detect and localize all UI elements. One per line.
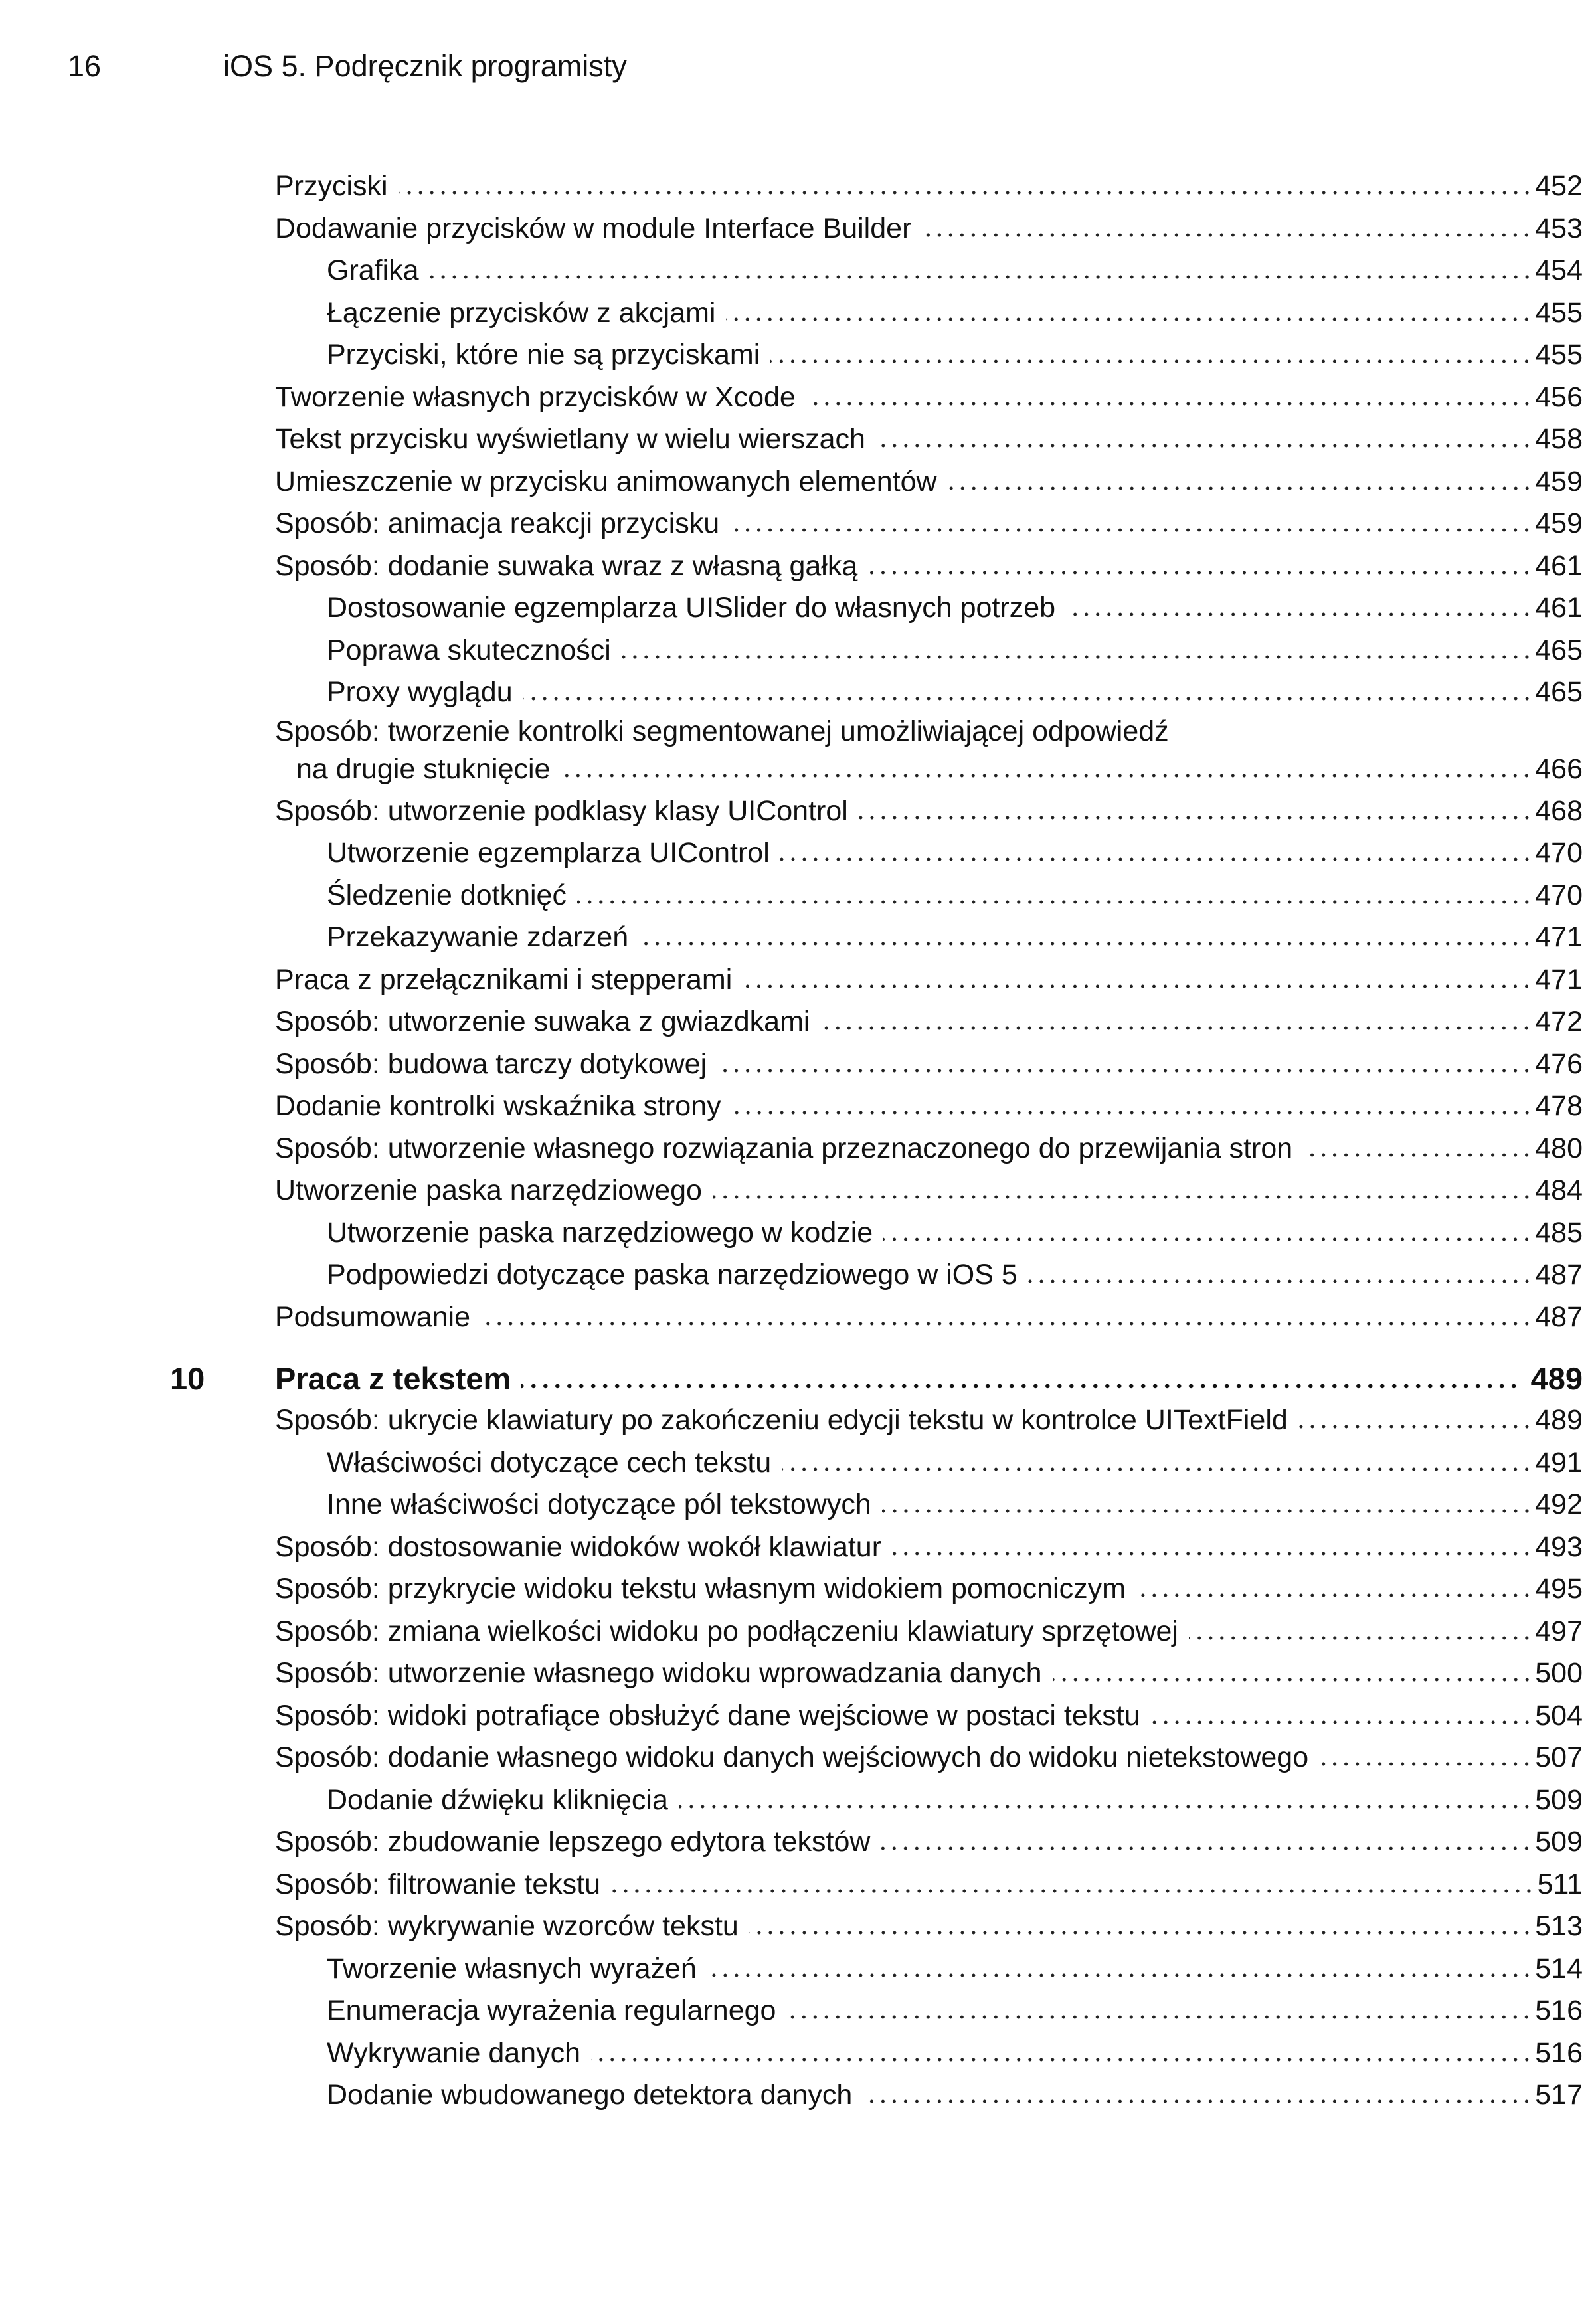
toc-entry-page: 509 (1535, 1826, 1583, 1858)
toc-entry-page: 509 (1535, 1783, 1583, 1816)
toc-entry-title: Sposób: utworzenie suwaka z gwiazdkami (275, 1006, 810, 1037)
toc-entry-page: 484 (1535, 1174, 1583, 1206)
toc-entry[interactable] (0, 2032, 1596, 2075)
toc-entry-title-line-1: Sposób: tworzenie kontrolki segmentowanej umożliwiającej odpowiedź (275, 715, 1169, 747)
dot-leader (577, 900, 1532, 904)
toc-entry[interactable] (0, 959, 1596, 1002)
dot-leader (1303, 1153, 1532, 1157)
dot-leader (622, 655, 1532, 659)
toc-entry[interactable] (0, 1864, 1596, 1906)
dot-leader (863, 2099, 1532, 2103)
toc-entry-title: Łączenie przycisków z akcjami (327, 296, 716, 329)
chapter-number: 10 (170, 1361, 205, 1396)
toc-entry-page: 456 (1535, 381, 1583, 413)
table-of-contents (0, 165, 1596, 2117)
toc-entry-page: 478 (1535, 1090, 1583, 1122)
toc-entry-page: 461 (1535, 592, 1583, 624)
toc-entry-title: Poprawa skuteczności (327, 634, 611, 666)
toc-entry-page: 452 (1535, 170, 1583, 202)
dot-leader (1028, 1279, 1533, 1283)
toc-section-continued (0, 165, 1596, 714)
dot-leader (523, 697, 1533, 701)
dot-leader (786, 2015, 1532, 2019)
dot-leader (707, 1973, 1532, 1977)
toc-entry[interactable] (0, 1948, 1596, 1991)
toc-entry[interactable] (0, 461, 1596, 503)
toc-entry-title: Dodanie wbudowanego detektora danych (327, 2079, 853, 2111)
dot-leader (806, 402, 1532, 406)
toc-entry-title: Grafika (327, 254, 419, 286)
toc-entry-page: 489 (1535, 1404, 1583, 1436)
toc-entry-page: 471 (1535, 963, 1583, 996)
toc-entry-title: Enumeracja wyrażenia regularnego (327, 1995, 776, 2026)
toc-entry-title: Sposób: widoki potrafiące obsłużyć dane wejściowe w postaci tekstu (275, 1699, 1140, 1732)
chapter-spacer (0, 1338, 1596, 1358)
toc-entry-title: Śledzenie dotknięć (327, 879, 567, 911)
toc-entry-page: 516 (1535, 2036, 1583, 2069)
toc-entry[interactable] (0, 1484, 1596, 1526)
toc-entry-page: 491 (1535, 1446, 1583, 1478)
toc-entry-page: 455 (1535, 339, 1583, 371)
chapter-page: 489 (1530, 1361, 1583, 1396)
toc-entry[interactable] (0, 334, 1596, 377)
toc-entry[interactable] (0, 2074, 1596, 2117)
dot-leader (726, 317, 1532, 321)
chapter-title: Praca z tekstem (275, 1361, 511, 1396)
dot-leader (1136, 1593, 1532, 1597)
dot-leader (399, 191, 1533, 195)
toc-entry-page: 476 (1535, 1047, 1583, 1080)
toc-entry-page: 466 (1535, 753, 1583, 785)
toc-entry[interactable] (0, 545, 1596, 588)
toc-entry-title: Tekst przycisku wyświetlany w wielu wierszach (275, 423, 865, 455)
toc-entry-title: Dodawanie przycisków w module Interface Builder (275, 212, 912, 244)
toc-entry-title: Przekazywanie zdarzeń (327, 921, 629, 953)
toc-entry-page: 459 (1535, 465, 1583, 497)
toc-chapter-heading[interactable] (0, 1358, 1596, 1399)
toc-entry-title: Sposób: budowa tarczy dotykowej (275, 1047, 707, 1080)
toc-entry[interactable] (0, 250, 1596, 292)
toc-entry-page: 511 (1537, 1868, 1583, 1900)
dot-leader (922, 233, 1532, 237)
toc-entry-page: 514 (1535, 1952, 1583, 1985)
toc-entry[interactable] (0, 377, 1596, 419)
dot-leader (820, 1026, 1532, 1030)
toc-entry-page: 513 (1535, 1910, 1583, 1942)
toc-entry[interactable] (0, 630, 1596, 672)
dot-leader (481, 1322, 1532, 1326)
toc-entry-page: 472 (1535, 1006, 1583, 1037)
toc-entry-title: Praca z przełącznikami i stepperami (275, 963, 733, 996)
toc-entry[interactable] (0, 1296, 1596, 1339)
dot-leader (883, 1237, 1532, 1241)
toc-entry[interactable] (0, 292, 1596, 335)
toc-entry-title: Sposób: przykrycie widoku tekstu własnym widokiem pomocniczym (275, 1573, 1126, 1605)
toc-entry-title: Sposób: utworzenie własnego rozwiązania przeznaczonego do przewijania stron (275, 1132, 1293, 1164)
dot-leader (679, 1805, 1532, 1809)
toc-entry[interactable] (0, 1001, 1596, 1043)
page-header (0, 48, 1596, 85)
toc-section-continued-2 (0, 790, 1596, 1339)
toc-entry-title: Inne właściwości dotyczące pól tekstowych (327, 1488, 871, 1520)
dot-leader (732, 1111, 1533, 1115)
toc-entry-page: 465 (1535, 634, 1583, 666)
dot-leader (1319, 1762, 1532, 1766)
dot-leader (948, 486, 1533, 490)
toc-entry-page: 471 (1535, 921, 1583, 953)
toc-entry-title: Sposób: dostosowanie widoków wokół klawiatur (275, 1530, 882, 1563)
toc-entry[interactable] (0, 1906, 1596, 1948)
toc-entry-page: 459 (1535, 507, 1583, 539)
dot-leader (881, 1846, 1532, 1850)
dot-leader (430, 275, 1533, 279)
toc-entry-title: Podsumowanie (275, 1300, 471, 1333)
toc-entry-title: Utworzenie paska narzędziowego w kodzie (327, 1216, 873, 1249)
toc-entry-title: Przyciski (275, 170, 388, 202)
toc-entry-page: 485 (1535, 1216, 1583, 1249)
toc-entry-page: 516 (1535, 1995, 1583, 2026)
toc-entry[interactable] (0, 503, 1596, 545)
toc-entry[interactable] (0, 208, 1596, 250)
toc-entry-title: Tworzenie własnych wyrażeń (327, 1952, 697, 1985)
dot-leader (561, 774, 1532, 778)
dot-leader (859, 816, 1532, 820)
page-number: 16 (68, 49, 102, 83)
dot-leader (1066, 612, 1532, 616)
toc-entry-title-line-2: na drugie stuknięcie (296, 753, 551, 785)
dot-leader (743, 984, 1532, 988)
dot-leader (713, 1195, 1532, 1199)
toc-entry-page: 497 (1535, 1615, 1583, 1647)
toc-entry-title: Dodanie dźwięku kliknięcia (327, 1783, 668, 1816)
dot-leader (780, 857, 1532, 861)
toc-entry-page: 470 (1535, 879, 1583, 911)
toc-entry[interactable] (0, 1821, 1596, 1864)
toc-entry-title: Podpowiedzi dotyczące paska narzędziowego w iOS 5 (327, 1259, 1018, 1291)
dot-leader (892, 1552, 1532, 1556)
toc-entry-title: Umieszczenie w przycisku animowanych elementów (275, 465, 937, 497)
dot-leader (717, 1069, 1532, 1073)
toc-entry-page: 480 (1535, 1132, 1583, 1164)
toc-entry[interactable] (0, 418, 1596, 461)
dot-leader (868, 571, 1532, 575)
toc-entry[interactable] (0, 1128, 1596, 1170)
toc-entry-title: Wykrywanie danych (327, 2036, 580, 2069)
dot-leader (1151, 1720, 1533, 1724)
toc-entry[interactable] (0, 1170, 1596, 1212)
toc-entry[interactable] (0, 1212, 1596, 1255)
dot-leader (882, 1509, 1532, 1513)
dot-leader (1298, 1425, 1532, 1429)
toc-entry[interactable] (0, 1737, 1596, 1779)
toc-entry[interactable] (0, 1652, 1596, 1695)
toc-entry[interactable] (0, 165, 1596, 208)
toc-entry[interactable] (0, 1990, 1596, 2032)
dot-leader (749, 1931, 1532, 1935)
toc-entry-title: Sposób: utworzenie własnego widoku wprowadzania danych (275, 1657, 1042, 1689)
toc-entry-page: 465 (1535, 676, 1583, 708)
toc-entry-page: 468 (1535, 794, 1583, 827)
toc-chapter-entries (0, 1399, 1596, 2117)
toc-entry-title: Utworzenie egzemplarza UIControl (327, 837, 770, 869)
toc-entry[interactable] (0, 832, 1596, 875)
toc-entry[interactable] (0, 671, 1596, 714)
toc-entry[interactable] (0, 1779, 1596, 1822)
toc-entry-page: 495 (1535, 1573, 1583, 1605)
toc-entry[interactable] (0, 1085, 1596, 1128)
dot-leader (521, 1384, 1520, 1389)
toc-entry-title: Przyciski, które nie są przyciskami (327, 339, 760, 371)
dot-leader (639, 942, 1532, 946)
toc-entry-page: 517 (1535, 2079, 1583, 2111)
toc-entry[interactable] (0, 587, 1596, 630)
toc-entry-page: 455 (1535, 296, 1583, 329)
toc-entry-title: Utworzenie paska narzędziowego (275, 1174, 702, 1206)
toc-entry[interactable] (0, 1526, 1596, 1569)
toc-entry[interactable] (0, 790, 1596, 833)
toc-entry-page: 493 (1535, 1530, 1583, 1563)
toc-entry-title: Sposób: filtrowanie tekstu (275, 1868, 600, 1900)
dot-leader (730, 528, 1532, 532)
toc-entry-page: 487 (1535, 1300, 1583, 1333)
dot-leader (770, 359, 1532, 363)
toc-entry[interactable] (0, 1043, 1596, 1086)
toc-entry-page: 504 (1535, 1699, 1583, 1732)
toc-entry-page: 458 (1535, 423, 1583, 455)
toc-entry[interactable] (0, 1254, 1596, 1296)
toc-entry-title: Sposób: animacja reakcji przycisku (275, 507, 720, 539)
toc-entry-page: 492 (1535, 1488, 1583, 1520)
dot-leader (591, 2058, 1532, 2062)
toc-entry-title: Dostosowanie egzemplarza UISlider do własnych potrzeb (327, 592, 1056, 624)
toc-entry-title: Właściwości dotyczące cech tekstu (327, 1446, 772, 1478)
toc-entry[interactable] (0, 1568, 1596, 1611)
toc-entry-title: Sposób: wykrywanie wzorców tekstu (275, 1910, 739, 1942)
toc-entry-title: Dodanie kontrolki wskaźnika strony (275, 1090, 721, 1122)
dot-leader (876, 444, 1532, 448)
book-title: iOS 5. Podręcznik programisty (223, 49, 627, 83)
toc-entry-page: 454 (1535, 254, 1583, 286)
toc-entry-title: Sposób: ukrycie klawiatury po zakończeniu edycji tekstu w kontrolce UITextField (275, 1404, 1288, 1436)
toc-entry[interactable] (0, 917, 1596, 959)
toc-entry-page: 470 (1535, 837, 1583, 869)
dot-leader (782, 1467, 1532, 1471)
toc-entry-page: 461 (1535, 549, 1583, 582)
toc-entry[interactable] (0, 1695, 1596, 1738)
toc-entry-title: Sposób: dodanie suwaka wraz z własną gałką (275, 549, 858, 582)
toc-entry-page: 500 (1535, 1657, 1583, 1689)
toc-entry-title: Sposób: utworzenie podklasy klasy UIControl (275, 794, 848, 827)
toc-entry-page: 507 (1535, 1742, 1583, 1773)
toc-entry-multiline[interactable] (0, 714, 1596, 790)
toc-entry-title: Sposób: zmiana wielkości widoku po podłączeniu klawiatury sprzętowej (275, 1615, 1178, 1647)
toc-entry[interactable] (0, 1399, 1596, 1442)
toc-entry-title: Sposób: dodanie własnego widoku danych wejściowych do widoku nietekstowego (275, 1742, 1309, 1773)
dot-leader (1189, 1636, 1532, 1640)
toc-entry-page: 487 (1535, 1259, 1583, 1291)
dot-leader (1053, 1678, 1533, 1682)
toc-entry-title: Sposób: zbudowanie lepszego edytora tekstów (275, 1826, 871, 1858)
toc-entry-title: Tworzenie własnych przycisków w Xcode (275, 381, 796, 413)
toc-entry[interactable] (0, 875, 1596, 917)
dot-leader (611, 1889, 1534, 1893)
toc-entry-title: Proxy wyglądu (327, 676, 513, 708)
toc-entry[interactable] (0, 1442, 1596, 1484)
toc-entry[interactable] (0, 1611, 1596, 1653)
toc-entry-page: 453 (1535, 212, 1583, 244)
